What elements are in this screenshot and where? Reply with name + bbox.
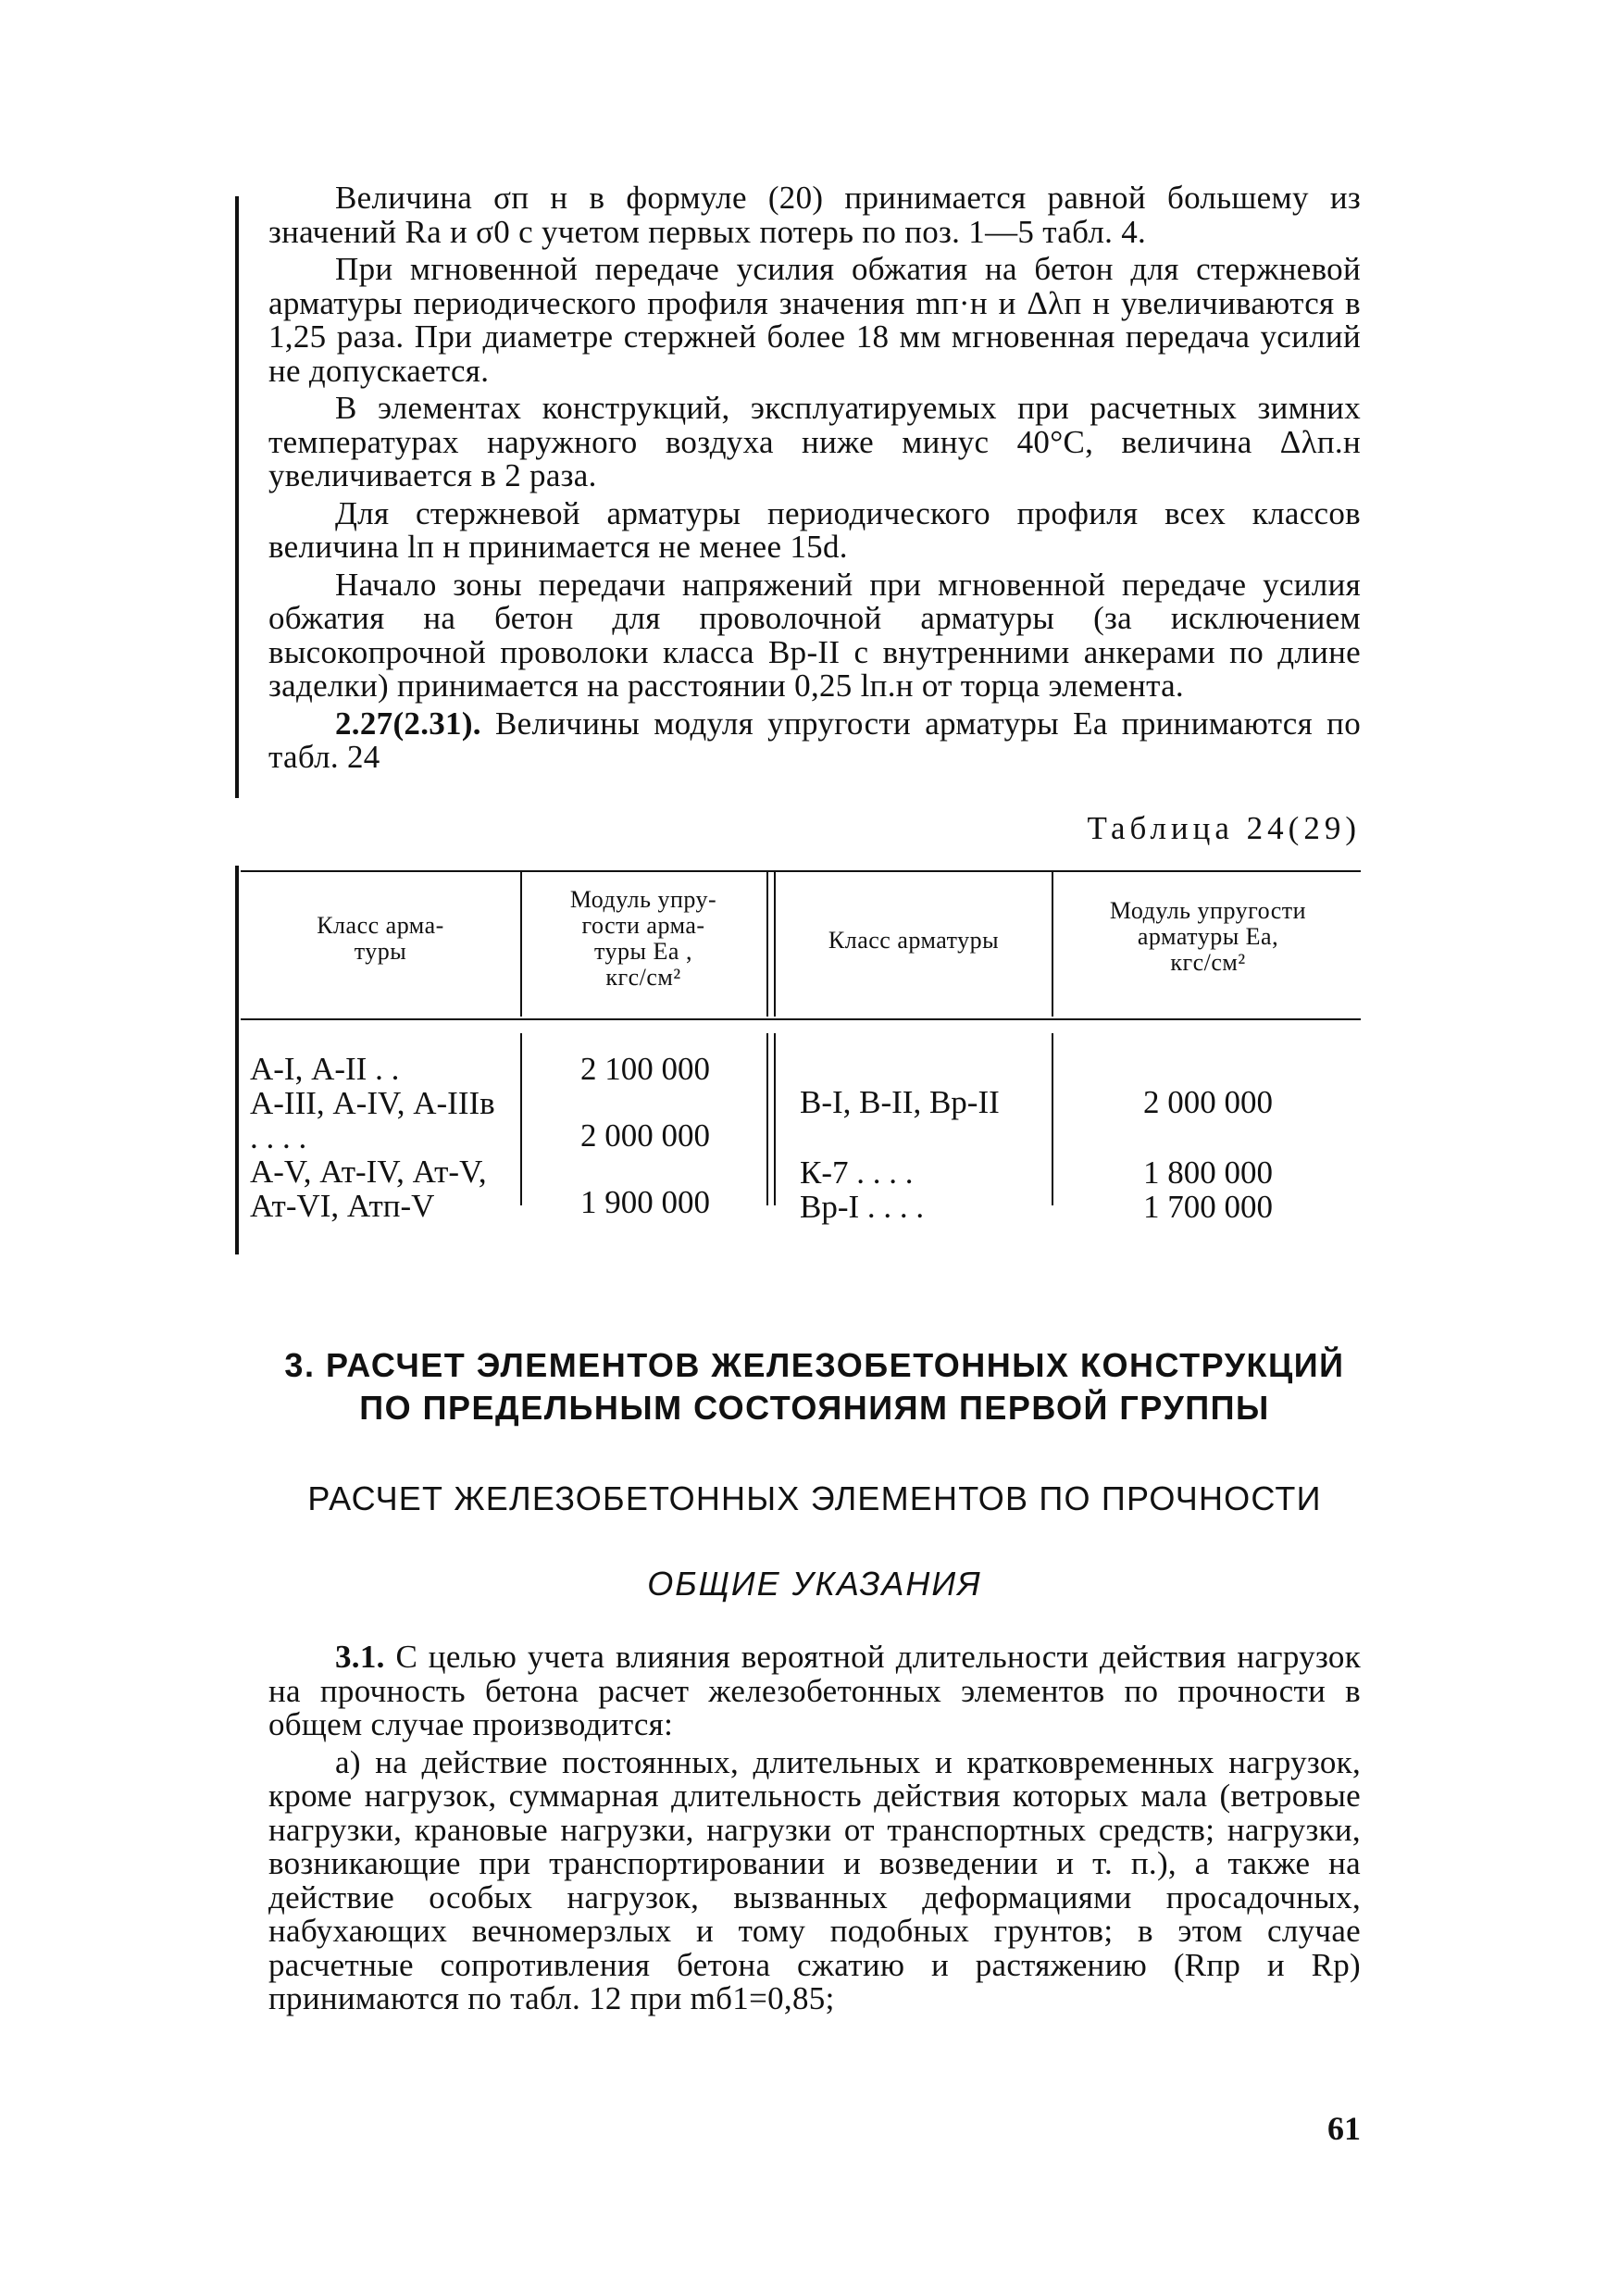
left-class-row: А-V, Ат-IV, Ат-V, Ат-VI, Атп-V <box>250 1154 487 1224</box>
section-heading-line-1: 3. РАСЧЕТ ЭЛЕМЕНТОВ ЖЕЛЕЗОБЕТОННЫХ КОНСТРУКЦИЙ <box>284 1346 1345 1384</box>
page-number: 61 <box>1327 2110 1361 2147</box>
left-class-row: А-I, А-II . . <box>250 1051 400 1087</box>
left-class-row: А-III, А-IV, А-IIIв . . . . <box>250 1085 495 1155</box>
clause-3-1-text: С целью учета влияния вероятной длительности действия нагрузок на прочность бетона расчет железобетонных элементов по прочности в общем случае производится: <box>268 1639 1361 1742</box>
left-value-cell <box>524 1052 766 1219</box>
right-value-row: 1 700 000 <box>1143 1189 1273 1225</box>
table-caption: Таблица 24(29) <box>1087 810 1361 846</box>
table-divider-3b <box>1052 1033 1053 1205</box>
table-divider-2d <box>774 1033 776 1205</box>
paragraph-clause-2-27 <box>268 707 1361 775</box>
paragraph-clause-3-1 <box>268 1641 1361 1742</box>
right-class-row: В-I, В-II, Вр-II <box>800 1084 1000 1120</box>
left-value-row: 2 100 000 <box>580 1051 710 1087</box>
margin-bar-top <box>235 196 239 798</box>
paragraph-sigma: Величина σп н в формуле (20) принимается равной большему из значений Rа и σ0 с учетом первых потерь по поз. 1—5 табл. 4. <box>268 180 1361 250</box>
section-subheading: РАСЧЕТ ЖЕЛЕЗОБЕТОННЫХ ЭЛЕМЕНТОВ ПО ПРОЧНОСТИ <box>307 1479 1322 1517</box>
header-reinforcement-class-right: Класс арматуры <box>828 927 1000 954</box>
left-class-cell <box>250 1052 518 1223</box>
right-value-row: 2 000 000 <box>1143 1084 1273 1120</box>
table-divider-1b <box>520 1033 522 1205</box>
table-top-rule <box>241 870 1361 872</box>
left-value-row: 2 000 000 <box>580 1117 710 1154</box>
table-divider-3 <box>1052 872 1053 1017</box>
paragraph-instant-transfer: При мгновенной передаче усилия обжатия на бетон для стержневой арматуры периодического профиля значения mп·н и Δλп н увеличиваются в 1,25 раза. При диаметре стержней более 18 мм мгновенная передача усилий не допускается. <box>268 251 1361 389</box>
paragraph-rod-reinforcement: Для стержневой арматуры периодического профиля всех классов величина lп н принимается не менее 15d. <box>268 494 1361 565</box>
top-text-block <box>268 181 1361 779</box>
right-class-cell <box>800 1085 1050 1224</box>
bottom-text-block <box>268 1641 1361 2020</box>
table-divider-2c <box>766 1033 768 1205</box>
clause-3-1-number: 3.1. <box>335 1639 385 1675</box>
table-divider-2a <box>766 872 768 1017</box>
header-modulus-left: Модуль упру- гости арма- туры Eа , кгс/см² <box>569 886 717 991</box>
general-instructions-heading: ОБЩИЕ УКАЗАНИЯ <box>647 1565 982 1603</box>
header-reinforcement-class-left: Класс арма- туры <box>317 912 444 965</box>
table-header-rule <box>241 1018 1361 1020</box>
right-class-row: Вр-I . . . . <box>800 1189 925 1225</box>
paragraph-winter-temperatures: В элементах конструкций, эксплуатируемых при расчетных зимних температурах наружного воздуха ниже минус 40°С, величина Δλп.н увеличивается в 2 раза. <box>268 390 1361 493</box>
section-heading-line-2: ПО ПРЕДЕЛЬНЫМ СОСТОЯНИЯМ ПЕРВОЙ ГРУППЫ <box>359 1389 1270 1427</box>
table-divider-1 <box>520 872 522 1017</box>
right-value-row: 1 800 000 <box>1143 1154 1273 1191</box>
right-value-cell <box>1055 1085 1361 1224</box>
table-divider-2b <box>774 872 776 1017</box>
header-modulus-right: Модуль упругости арматуры Eа, кгс/см² <box>1109 897 1307 976</box>
paragraph-transfer-zone: Начало зоны передачи напряжений при мгновенной передаче усилия обжатия на бетон для проволочной арматуры (за исключением высокопрочной проволоки класса Вр-II с внутренними анкерами по длине заделки) принимается на расстоянии 0,25 lп.н от торца элемента. <box>268 566 1361 704</box>
elastic-modulus-table <box>241 870 1361 1259</box>
left-value-row: 1 900 000 <box>580 1184 710 1220</box>
right-class-row: К-7 . . . . <box>800 1154 914 1191</box>
margin-bar-table <box>235 866 239 1254</box>
clause-number: 2.27(2.31). <box>335 705 481 742</box>
section-heading <box>268 1344 1361 1429</box>
clause-text: Величины модуля упругости арматуры Eа принимаются по табл. 24 <box>268 705 1361 775</box>
paragraph-item-a: а) на действие постоянных, длительных и кратковременных нагрузок, кроме нагрузок, суммарная длительность действия которых мала (ветровые нагрузки, крановые нагрузки, нагрузки от транспортных средств; нагрузки, возникающие при транспортировании и возведении и т. п.), а также на действие особых нагрузок, вызванных деформациями просадочных, набухающих вечномерзлых и тому подобных грунтов; в этом случае расчетные сопротивления бетона сжатию и растяжению (Rпр и Rр) принимаются по табл. 12 при mб1=0,85; <box>268 1743 1361 2016</box>
